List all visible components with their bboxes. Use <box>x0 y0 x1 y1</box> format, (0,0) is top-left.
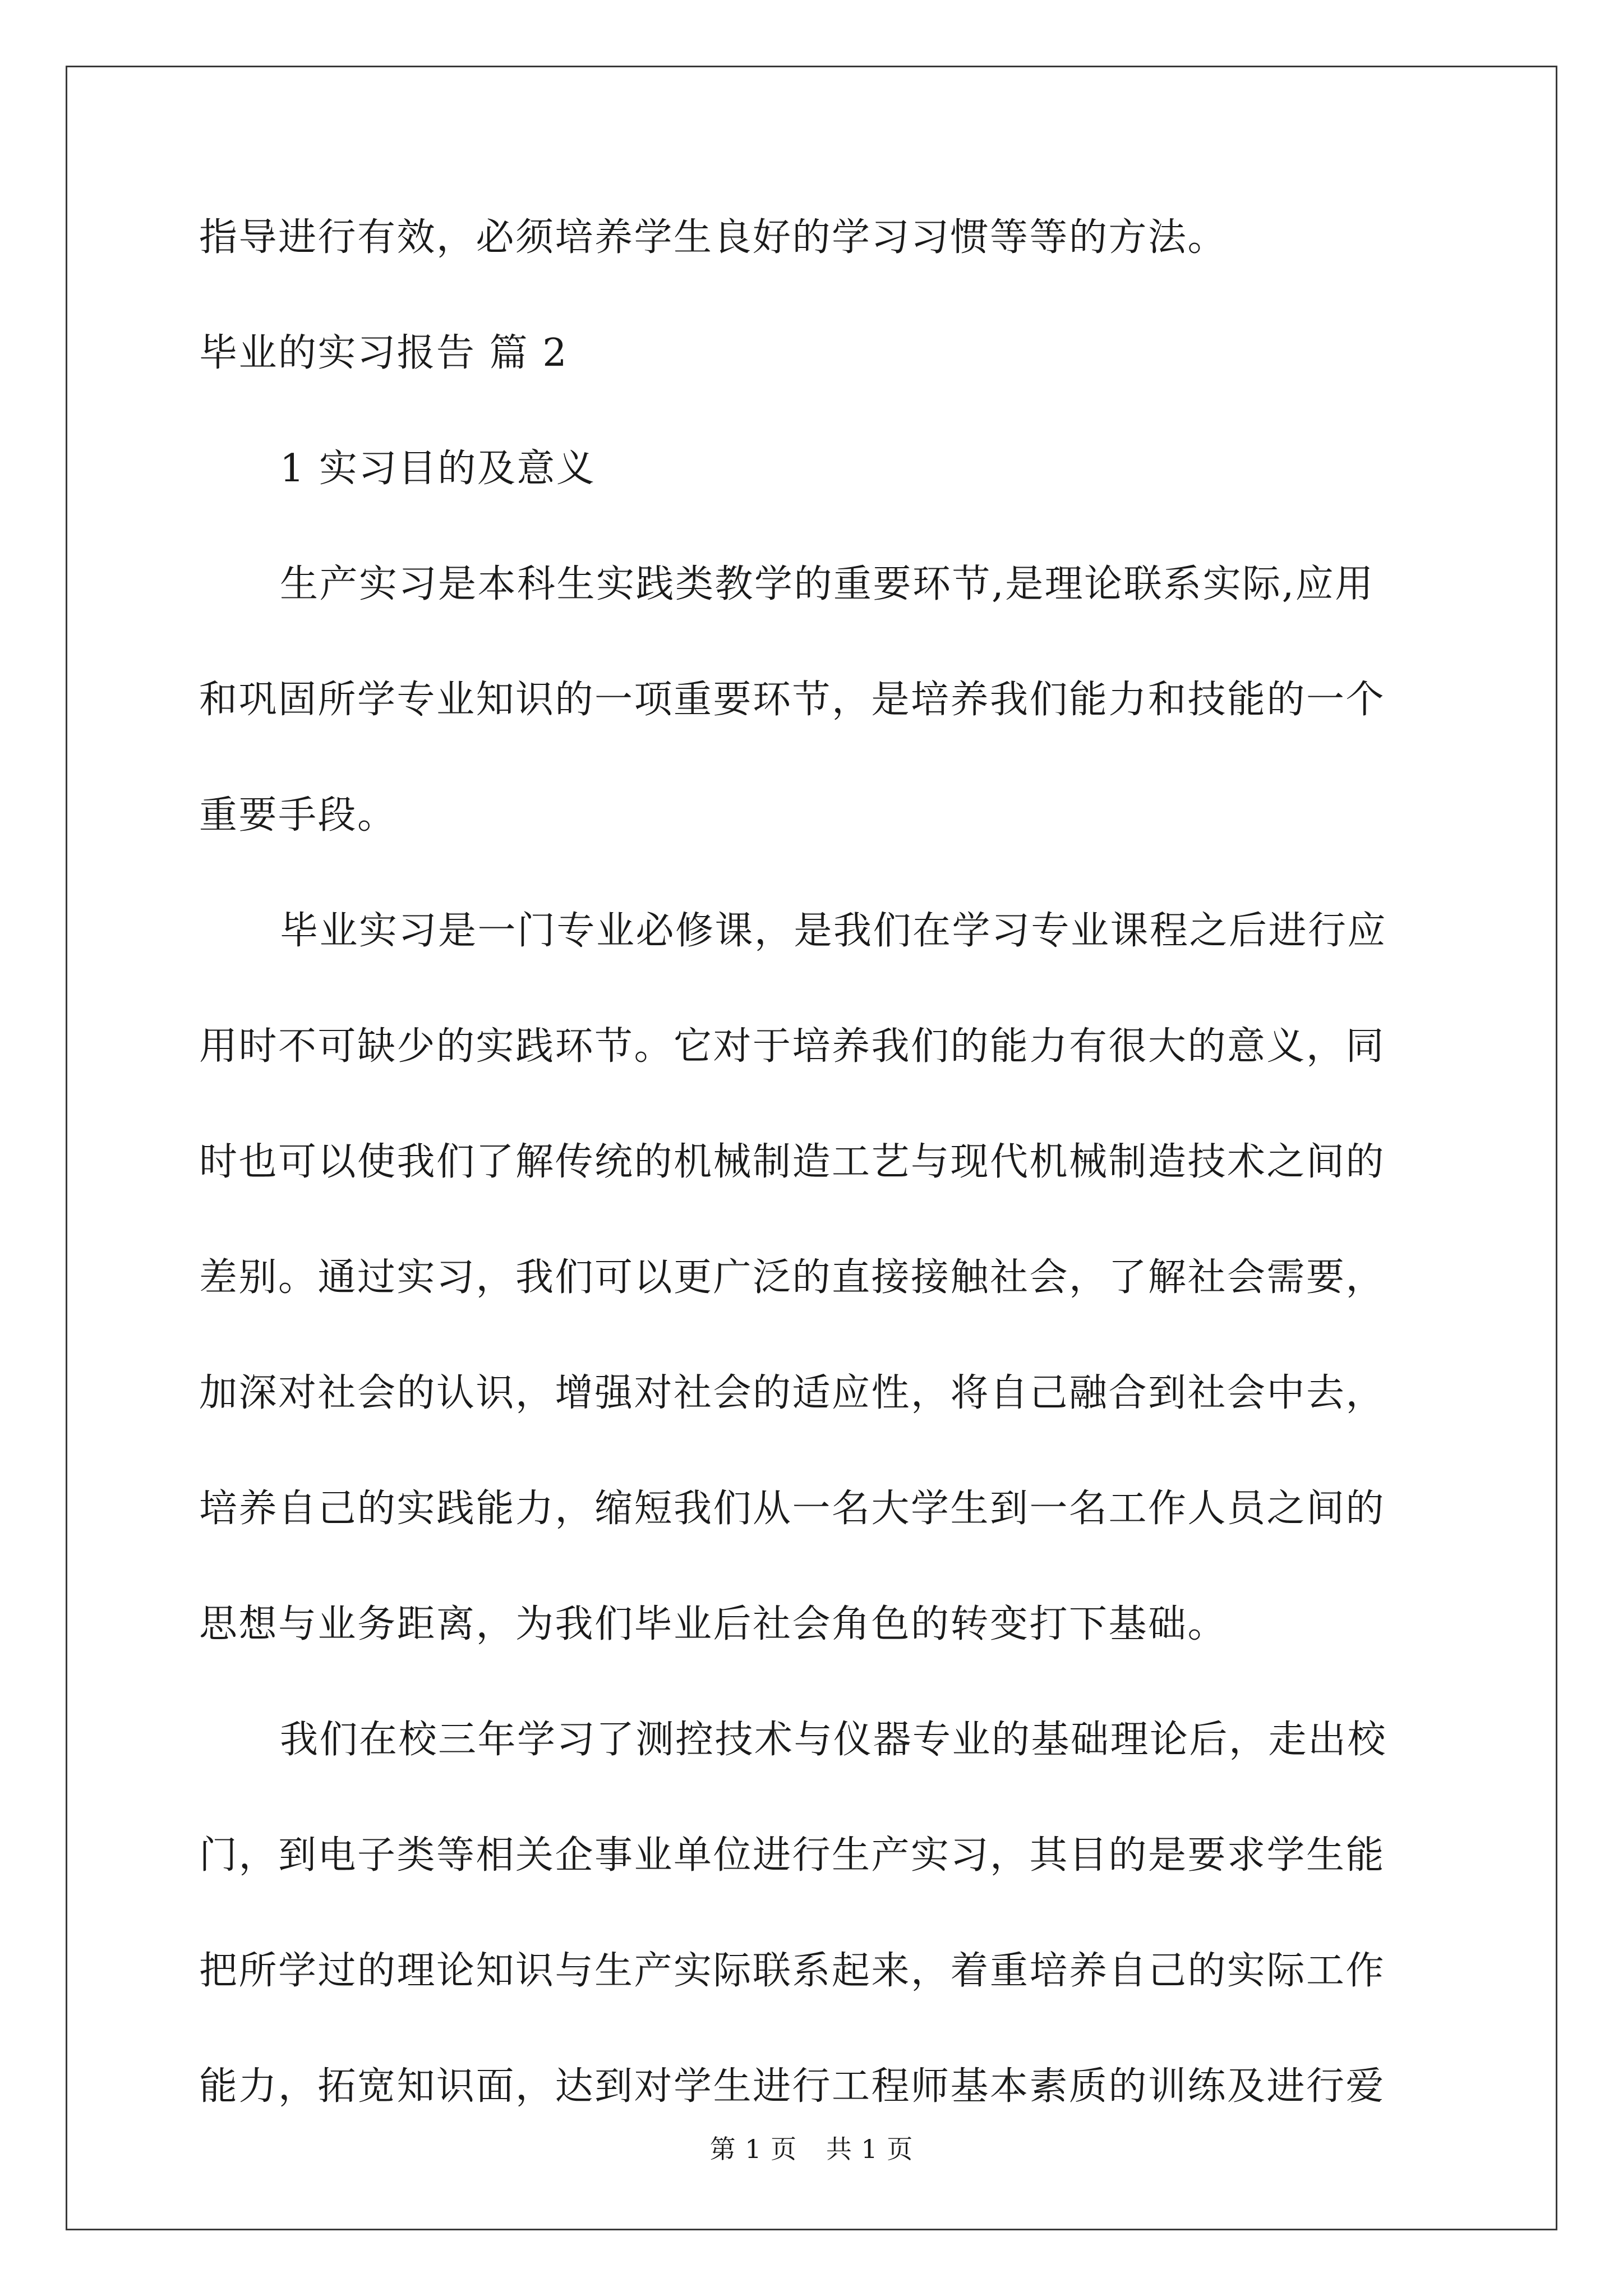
body-line: 指导进行有效，必须培养学生良好的学习习惯等等的方法。 <box>199 215 1228 260</box>
body-line: 用时不可缺少的实践环节。它对于培养我们的能力有很大的意义，同 <box>199 1024 1386 1069</box>
body-line: 和巩固所学专业知识的一项重要环节，是培养我们能力和技能的一个 <box>199 678 1386 722</box>
page-total: 共 1 页 <box>826 2134 914 2164</box>
body-line: 能力，拓宽知识面，达到对学生进行工程师基本素质的训练及进行爱 <box>199 2064 1386 2109</box>
body-line: 重要手段。 <box>199 793 397 838</box>
body-line: 门，到电子类等相关企事业单位进行生产实习，其目的是要求学生能 <box>199 1833 1386 1878</box>
body-line: 生产实习是本科生实践类教学的重要环节,是理论联系实际,应用 <box>280 562 1375 606</box>
body-line: 思想与业务距离，为我们毕业后社会角色的转变打下基础。 <box>199 1602 1228 1646</box>
body-line: 加深对社会的认识，增强对社会的适应性，将自己融合到社会中去， <box>199 1371 1386 1415</box>
body-line: 差别。通过实习，我们可以更广泛的直接接触社会，了解社会需要， <box>199 1255 1386 1300</box>
body-line: 毕业实习是一门专业必修课，是我们在学习专业课程之后进行应 <box>280 909 1387 953</box>
body-line: 把所学过的理论知识与生产实际联系起来，着重培养自己的实际工作 <box>199 1949 1386 1993</box>
body-line: 培养自己的实践能力，缩短我们从一名大学生到一名工作人员之间的 <box>199 1487 1386 1531</box>
page-footer <box>0 2129 1623 2166</box>
subsection-heading: 1 实习目的及意义 <box>280 447 596 491</box>
body-line: 时也可以使我们了解传统的机械制造工艺与现代机械制造技术之间的 <box>199 1140 1386 1184</box>
body-line: 我们在校三年学习了测控技术与仪器专业的基础理论后，走出校 <box>280 1718 1387 1762</box>
page-number: 第 1 页 <box>709 2134 797 2164</box>
section-heading: 毕业的实习报告 篇 2 <box>199 331 568 375</box>
